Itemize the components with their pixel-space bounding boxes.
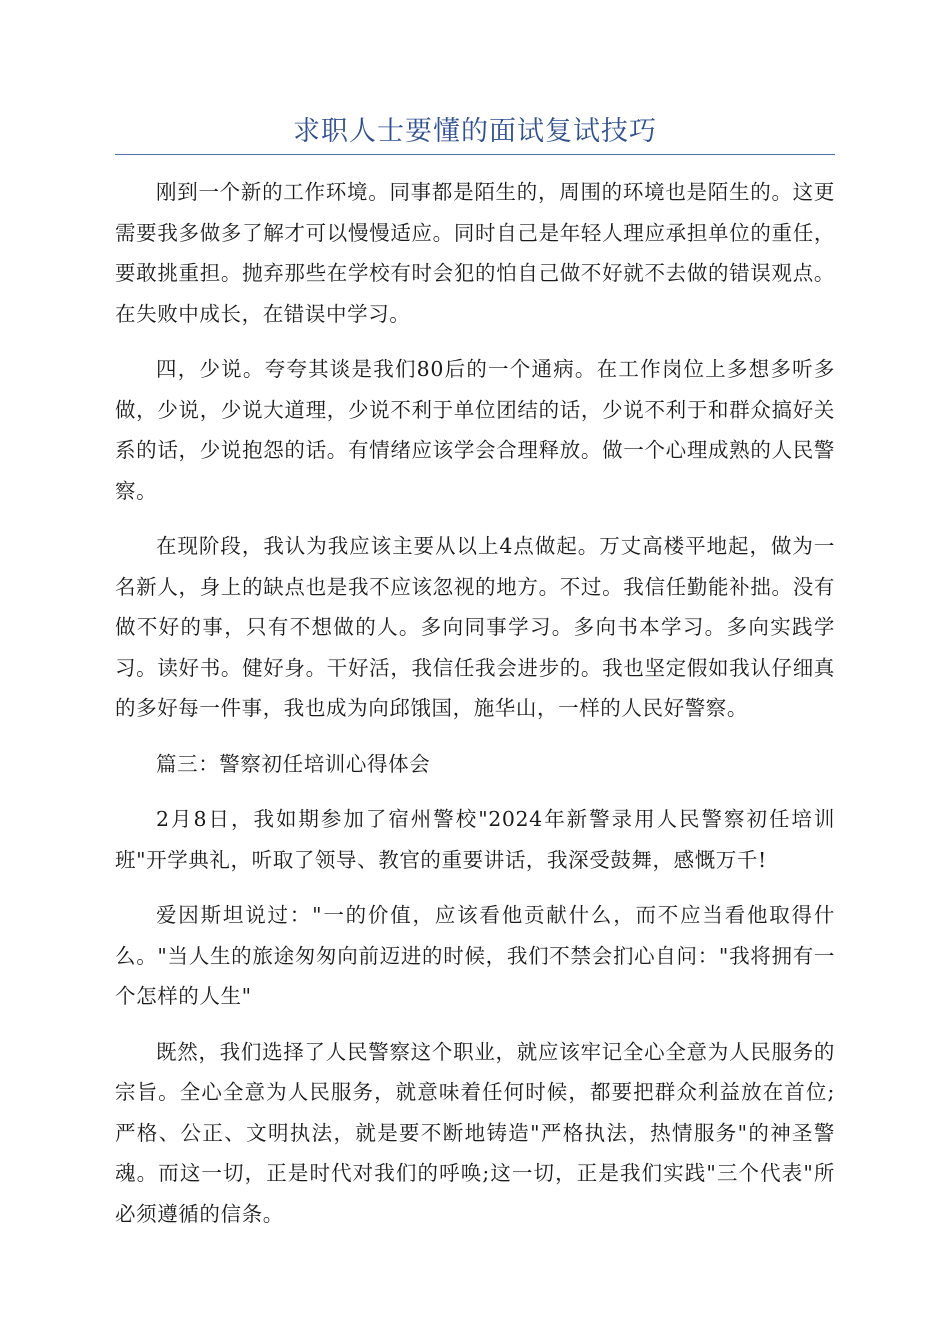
- document-title: 求职人士要懂的面试复试技巧: [293, 116, 657, 147]
- paragraph-einstein-quote: 爱因斯坦说过："一的价值，应该看他贡献什么，而不应当看他取得什么。"当人生的旅途匆匆向前迈进的时候，我们不禁会扪心自问："我将拥有一个怎样的人生": [115, 903, 835, 1008]
- title-underline: [115, 154, 835, 155]
- document-body: [115, 172, 835, 1249]
- paragraph-serve-people: 既然，我们选择了人民警察这个职业，就应该牢记全心全意为人民服务的宗旨。全心全意为人民服务，就意味着任何时候，都要把群众利益放在首位;严格、公正、文明执法，就是要不断地铸造"严格执法，热情服务"的神圣警魂。而这一切，正是时代对我们的呼唤;这一切，正是我们实践"三个代表"所必须遵循的信条。: [115, 1039, 835, 1226]
- section-heading-part-three: 篇三：警察初任培训心得体会: [156, 751, 431, 776]
- paragraph-opening-ceremony: 2月8日，我如期参加了宿州警校"2024年新警录用人民警察初任培训班"开学典礼，听取了领导、教官的重要讲话，我深受鼓舞，感慨万千!: [115, 807, 835, 872]
- paragraph-speak-less: 四，少说。夸夸其谈是我们80后的一个通病。在工作岗位上多想多听多做，少说，少说大道理，少说不利于单位团结的话，少说不利于和群众搞好关系的话，少说抱怨的话。有情绪应该学会合理释放。做一个心理成熟的人民警察。: [115, 357, 835, 503]
- paragraph-new-environment: 刚到一个新的工作环境。同事都是陌生的，周围的环境也是陌生的。这更需要我多做多了解才可以慢慢适应。同时自己是年轻人理应承担单位的重任，要敢挑重担。抛弃那些在学校有时会犯的怕自己做不好就不去做的错误观点。在失败中成长，在错误中学习。: [115, 180, 835, 326]
- paragraph-current-stage: 在现阶段，我认为我应该主要从以上4点做起。万丈高楼平地起，做为一名新人，身上的缺点也是我不应该忽视的地方。不过。我信任勤能补拙。没有做不好的事，只有不想做的人。多向同事学习。多向书本学习。多向实践学习。读好书。健好身。干好活，我信任我会进步的。我也坚定假如我认仔细真的多好每一件事，我也成为向邱饿国，施华山，一样的人民好警察。: [115, 534, 835, 720]
